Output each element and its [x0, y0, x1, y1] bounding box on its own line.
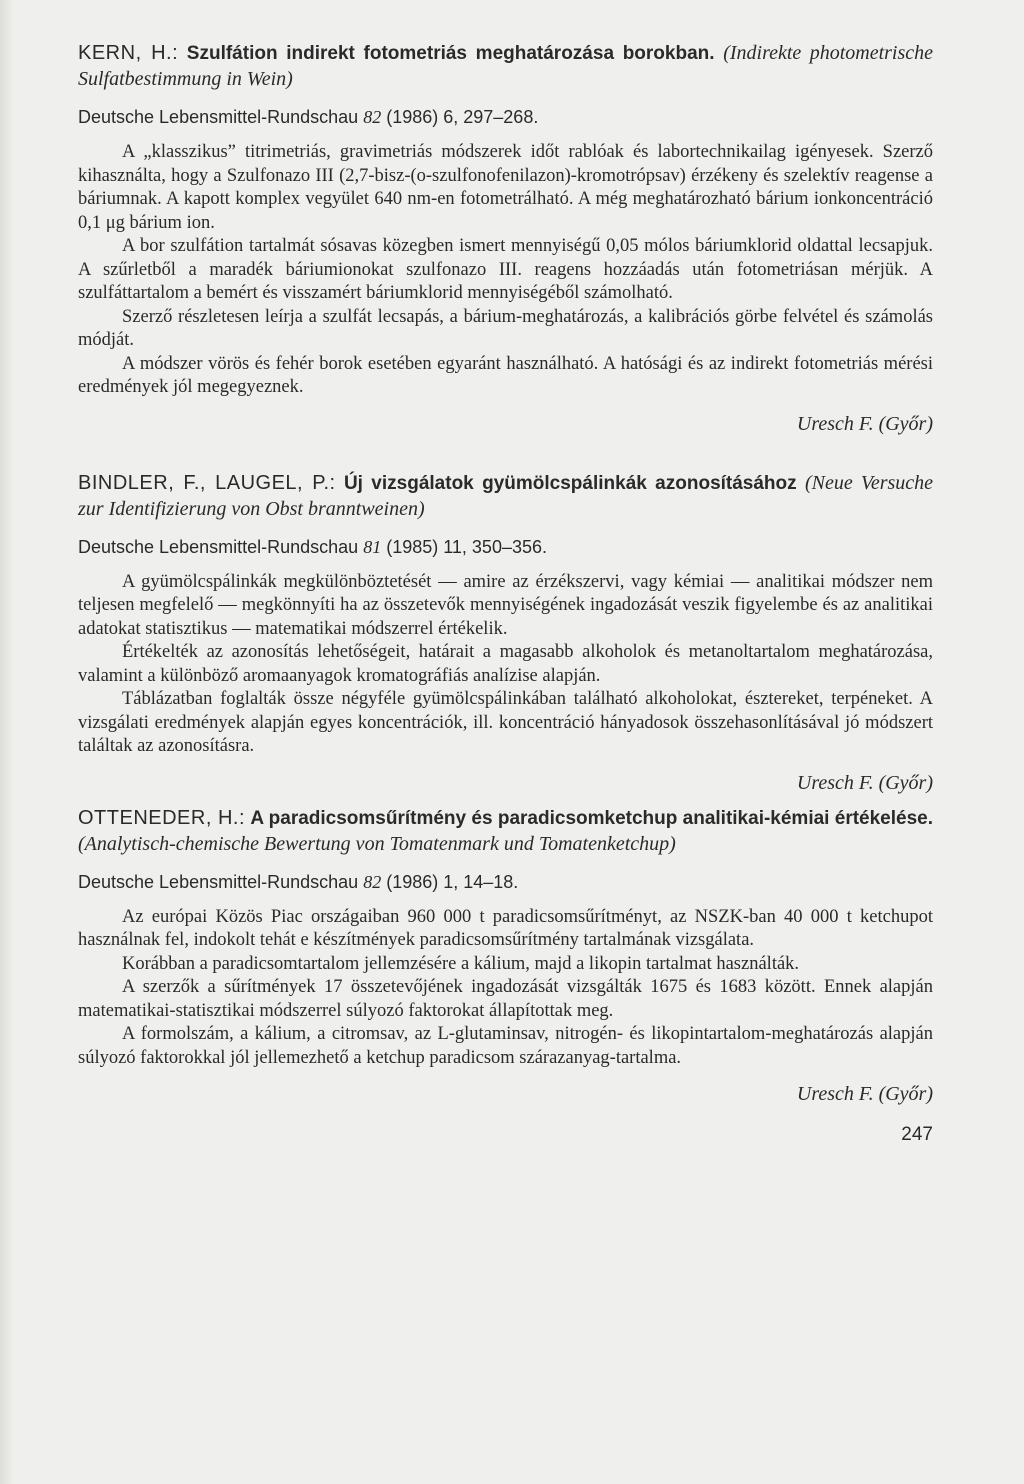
- entry-heading: [78, 805, 933, 856]
- entry-paragraph: A gyümölcspálinkák megkülönböztetését — amire az érzékszervi, vagy kémiai — analitikai módszer nem teljesen megfelelő — megkönnyíti ha az összetevők mennyiségének ingadozását veszik figyelembe és az analitikai adatokat statisztikus — matematikai módszerrel értékelik.: [78, 571, 933, 639]
- entry-heading: [78, 40, 933, 91]
- abstract-entry-kern: [78, 40, 933, 436]
- source-details: (1986) 1, 14–18.: [386, 871, 519, 892]
- entry-title-german: (Neue Versuche zur Identifizierung von Obst branntweinen): [78, 471, 934, 520]
- source-details: (1986) 6, 297–268.: [386, 107, 539, 127]
- entry-paragraph: A bor szulfátion tartalmát sósavas közegben ismert mennyiségű 0,05 mólos báriumklorid oldattal lecsapjuk. A szűrletből a maradék báriumionokat szulfonazo III. reagens hozzáadás után fotometriásan mérjük. A szulfáttartalom a bemért és visszamért báriumklorid mennyiségéből számolható.: [78, 236, 933, 303]
- entry-title-hungarian: Új vizsgálatok gyümölcspálinkák azonosításához: [343, 472, 797, 494]
- entry-signature: Uresch F. (Győr): [796, 1083, 933, 1105]
- entry-paragraph: Értékelték az azonosítás lehetőségeit, határait a magasabb alkoholok és metanoltartalom meghatározása, valamint a különböző aromaanyagok kromatográfiás analízise alapján.: [78, 642, 933, 686]
- entry-paragraph: Az európai Közös Piac országaiban 960 000 t paradicsomsűrítményt, az NSZK-ban 40 000 t ketchupot használnak fel, indokolt tehát e készítmények paradicsomsűrítmény tartalmának vizsgálata.: [78, 906, 933, 950]
- entry-heading: [78, 470, 933, 521]
- page-content: [78, 40, 933, 1146]
- entry-paragraph: A formolszám, a kálium, a citromsav, az L-glutaminsav, nitrogén- és likopintartalom-meghatározás alapján súlyozó faktorokkal jól jellemezhető a ketchup paradicsom szárazanyag-tartalma.: [78, 1024, 933, 1068]
- source-volume: 82: [363, 107, 382, 127]
- page-number: 247: [901, 1124, 933, 1145]
- entry-source: [78, 105, 933, 129]
- entry-title-german: (Indirekte photometrische Sulfatbestimmung in Wein): [78, 42, 933, 90]
- entry-authors: KERN, H.:: [78, 42, 179, 64]
- source-journal: Deutsche Lebensmittel-Rundschau: [78, 871, 359, 892]
- abstract-entry-otteneder: [78, 805, 933, 1107]
- entry-paragraph: A szerzők a sűrítmények 17 összetevőjének ingadozását vizsgálták 1675 és 1683 között. Ennek alapján matematikai-statisztikai módszerrel súlyozó faktorokat állapítottak meg.: [78, 977, 933, 1021]
- source-journal: Deutsche Lebensmittel-Rundschau: [78, 107, 359, 127]
- abstract-entry-bindler: [78, 470, 933, 795]
- entry-authors: OTTENEDER, H.:: [78, 806, 246, 829]
- entry-paragraph: Korábban a paradicsomtartalom jellemzésére a kálium, majd a likopin tartalmat használták.: [122, 953, 800, 974]
- entry-title-german: (Analytisch-chemische Bewertung von Tomatenmark und Tomatenketchup): [78, 832, 676, 855]
- entry-paragraph: A módszer vörös és fehér borok esetében egyaránt használható. A hatósági és az indirekt fotometriás mérési eredmények jól megegyeznek.: [78, 353, 933, 397]
- entry-paragraph: A „klasszikus” titrimetriás, gravimetriás módszerek időt rablóak és labortechnikailag igényesek. Szerző kihasználta, hogy a Szulfonazo III (2,7-bisz-(o-szulfonofenilazon)-kromotrópsav) érzékeny és szelektív reagense a báriumnak. A kapott komplex vegyület 640 nm-en fotometrálható. A még meghatározható bárium ionkoncentráció 0,1 μg bárium ion.: [78, 142, 933, 233]
- entry-title-hungarian: Szulfátion indirekt fotometriás meghatározása borokban.: [186, 43, 715, 64]
- entry-title-hungarian: A paradicsomsűrítmény és paradicsomketchup analitikai-kémiai értékelése.: [250, 807, 934, 829]
- entry-paragraph: Szerző részletesen leírja a szulfát lecsapás, a bárium-meghatározás, a kalibrációs görbe felvétel és számolás módját.: [78, 306, 933, 350]
- scan-edge: [0, 0, 14, 1484]
- source-journal: Deutsche Lebensmittel-Rundschau: [78, 536, 359, 557]
- entry-signature: Uresch F. (Győr): [796, 412, 933, 435]
- entry-authors: BINDLER, F., LAUGEL, P.:: [78, 471, 336, 494]
- source-volume: 82: [363, 871, 382, 892]
- source-volume: 81: [363, 536, 382, 557]
- entry-source: [78, 535, 933, 559]
- entry-paragraph: Táblázatban foglalták össze négyféle gyümölcspálinkában található alkoholokat, észtereket, terpéneket. A vizsgálati eredmények alapján egyes koncentrációk, ill. koncentráció hányadosok összehasonlításával jó módszert találtak az azonosításra.: [78, 689, 933, 756]
- entry-source: [78, 870, 933, 894]
- source-details: (1985) 11, 350–356.: [386, 536, 547, 557]
- entry-signature: Uresch F. (Győr): [796, 771, 933, 794]
